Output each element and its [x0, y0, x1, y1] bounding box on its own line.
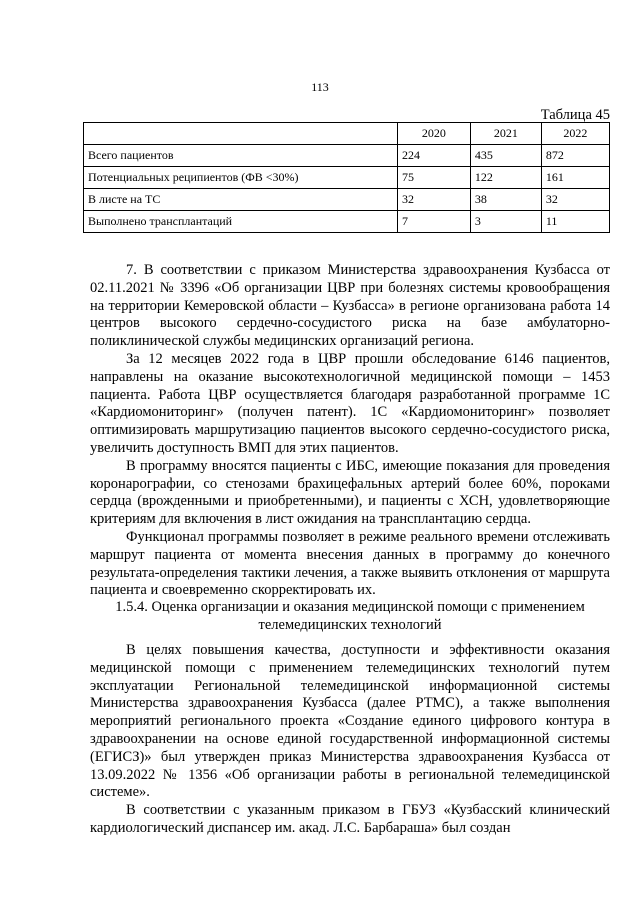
table-cell: 32	[397, 189, 470, 211]
paragraph: В соответствии с указанным приказом в ГБУЗ «Кузбасский клинический кардиологический диспансер им. акад. Л.С. Барбараша» был создан	[90, 802, 610, 836]
table-row-label: Всего пациентов	[84, 145, 398, 167]
table-header-row	[84, 123, 610, 145]
table-row	[84, 211, 610, 233]
table-cell: 435	[470, 145, 541, 167]
table-cell: 224	[397, 145, 470, 167]
paragraph: В целях повышения качества, доступности и эффективности оказания медицинской помощи с применением телемедицинских технологий путем эксплуатации Региональной телемедицинской информационной системы Министерства здравоохранения Кузбасса (далее РТМС), а также выполнения мероприятий регионального проекта «Создание единого цифрового контура в здравоохранении на основе единой государственной информационной системы (ЕГИСЗ)» был утвержден приказ Министерства здравоохранения Кузбасса от 13.09.2022 № 1356 «Об организации работы в региональной телемедицинской системе».	[90, 642, 610, 801]
table-cell: 161	[541, 167, 609, 189]
table-caption: Таблица 45	[540, 107, 610, 123]
table-row-label: В листе на ТС	[84, 189, 398, 211]
table-row-label: Потенциальных реципиентов (ФВ <30%)	[84, 167, 398, 189]
table-cell: 11	[541, 211, 609, 233]
page-number: 113	[311, 80, 329, 94]
paragraph: Функционал программы позволяет в режиме реального времени отслеживать маршрут пациента от момента внесения данных в программу до конечного результата-определения тактики лечения, а также выявить отклонения от маршрута пациента и своевременно скорректировать их.	[90, 528, 610, 599]
body-text-block-1	[90, 262, 610, 600]
table-cell: 75	[397, 167, 470, 189]
table-header-cell: 2021	[470, 123, 541, 145]
paragraph: 7. В соответствии с приказом Министерства здравоохранения Кузбасса от 02.11.2021 № 3396 «Об организации ЦВР при болезнях системы кровообращения на территории Кемеровской области – Кузбасса» в регионе организована работа 14 центров высокого сердечно-сосудистого риска на базе амбулаторно-поликлинической службы медицинских организаций региона.	[90, 262, 610, 350]
table-header-cell: 2020	[397, 123, 470, 145]
table-cell: 38	[470, 189, 541, 211]
table-header-cell: 2022	[541, 123, 609, 145]
table-row	[84, 167, 610, 189]
table-cell: 7	[397, 211, 470, 233]
table-row	[84, 189, 610, 211]
paragraph: В программу вносятся пациенты с ИБС, имеющие показания для проведения коронарографии, со стенозами брахицефальных артерий более 60%, пороками сердца (врожденными и приобретенными), и пациенты с ХСН, удовлетворяющие критериям для включения в лист ожидания на трансплантацию сердца.	[90, 457, 610, 528]
table-header-cell	[84, 123, 398, 145]
table-row	[84, 145, 610, 167]
table-cell: 3	[470, 211, 541, 233]
patients-table	[83, 122, 610, 233]
table-row-label: Выполнено трансплантаций	[84, 211, 398, 233]
table-cell: 122	[470, 167, 541, 189]
body-text-block-2	[90, 642, 610, 838]
paragraph: За 12 месяцев 2022 года в ЦВР прошли обследование 6146 пациентов, направлены на оказание высокотехнологичной медицинской помощи – 1453 пациента. Работа ЦВР осуществляется благодаря разработанной программе 1С «Кардиомониторинг» (получен патент). 1С «Кардиомониторинг» позволяет оптимизировать маршрутизацию пациентов высокого сердечно-сосудистого риска, увеличить доступность ВМП для этих пациентов.	[90, 350, 610, 456]
table-cell: 32	[541, 189, 609, 211]
section-heading: 1.5.4. Оценка организации и оказания медицинской помощи с применением телемедицинских технологий	[115, 599, 585, 633]
table-cell: 872	[541, 145, 609, 167]
